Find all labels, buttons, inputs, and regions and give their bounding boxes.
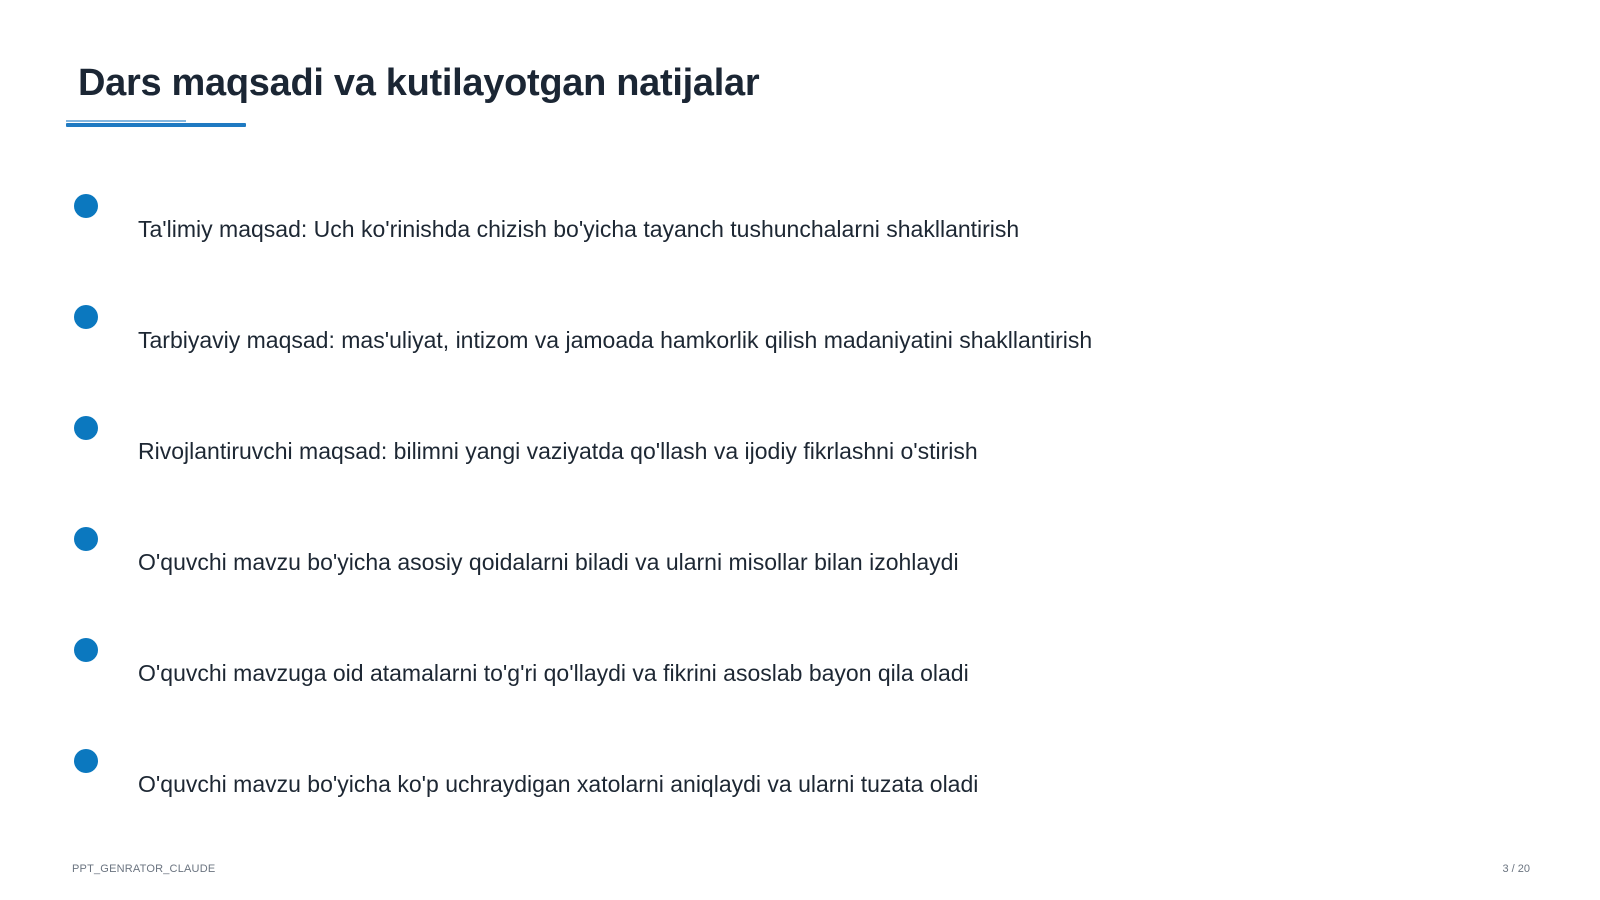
bullet-item	[0, 527, 1600, 607]
bullet-item	[0, 638, 1600, 718]
bullet-dot-icon	[74, 749, 98, 773]
bullet-text: Tarbiyaviy maqsad: mas'uliyat, intizom va jamoada hamkorlik qilish madaniyatini shakllantirish	[138, 327, 1093, 353]
page-indicator: 3 / 20	[1502, 863, 1530, 875]
bullet-item	[0, 194, 1600, 274]
bullet-dot-icon	[74, 305, 98, 329]
bullet-text: O'quvchi mavzu bo'yicha asosiy qoidalarni biladi va ularni misollar bilan izohlaydi	[138, 549, 959, 575]
slide-title: Dars maqsadi va kutilayotgan natijalar	[78, 62, 760, 104]
bullet-text: Rivojlantiruvchi maqsad: bilimni yangi vaziyatda qo'llash va ijodiy fikrlashni o'stirish	[138, 438, 978, 464]
bullet-item	[0, 416, 1600, 496]
bullet-dot-icon	[74, 527, 98, 551]
bullet-dot-icon	[74, 638, 98, 662]
bullet-text: O'quvchi mavzu bo'yicha ko'p uchraydigan xatolarni aniqlaydi va ularni tuzata oladi	[138, 771, 979, 797]
bullet-dot-icon	[74, 194, 98, 218]
footer-generator-label: PPT_GENRATOR_CLAUDE	[72, 863, 216, 875]
bullet-text: Ta'limiy maqsad: Uch ko'rinishda chizish bo'yicha tayanch tushunchalarni shakllantirish	[138, 216, 1020, 242]
bullet-item	[0, 749, 1600, 829]
bullet-item	[0, 305, 1600, 385]
bullet-text: O'quvchi mavzuga oid atamalarni to'g'ri qo'llaydi va fikrini asoslab bayon qila oladi	[138, 660, 969, 686]
bullet-dot-icon	[74, 416, 98, 440]
